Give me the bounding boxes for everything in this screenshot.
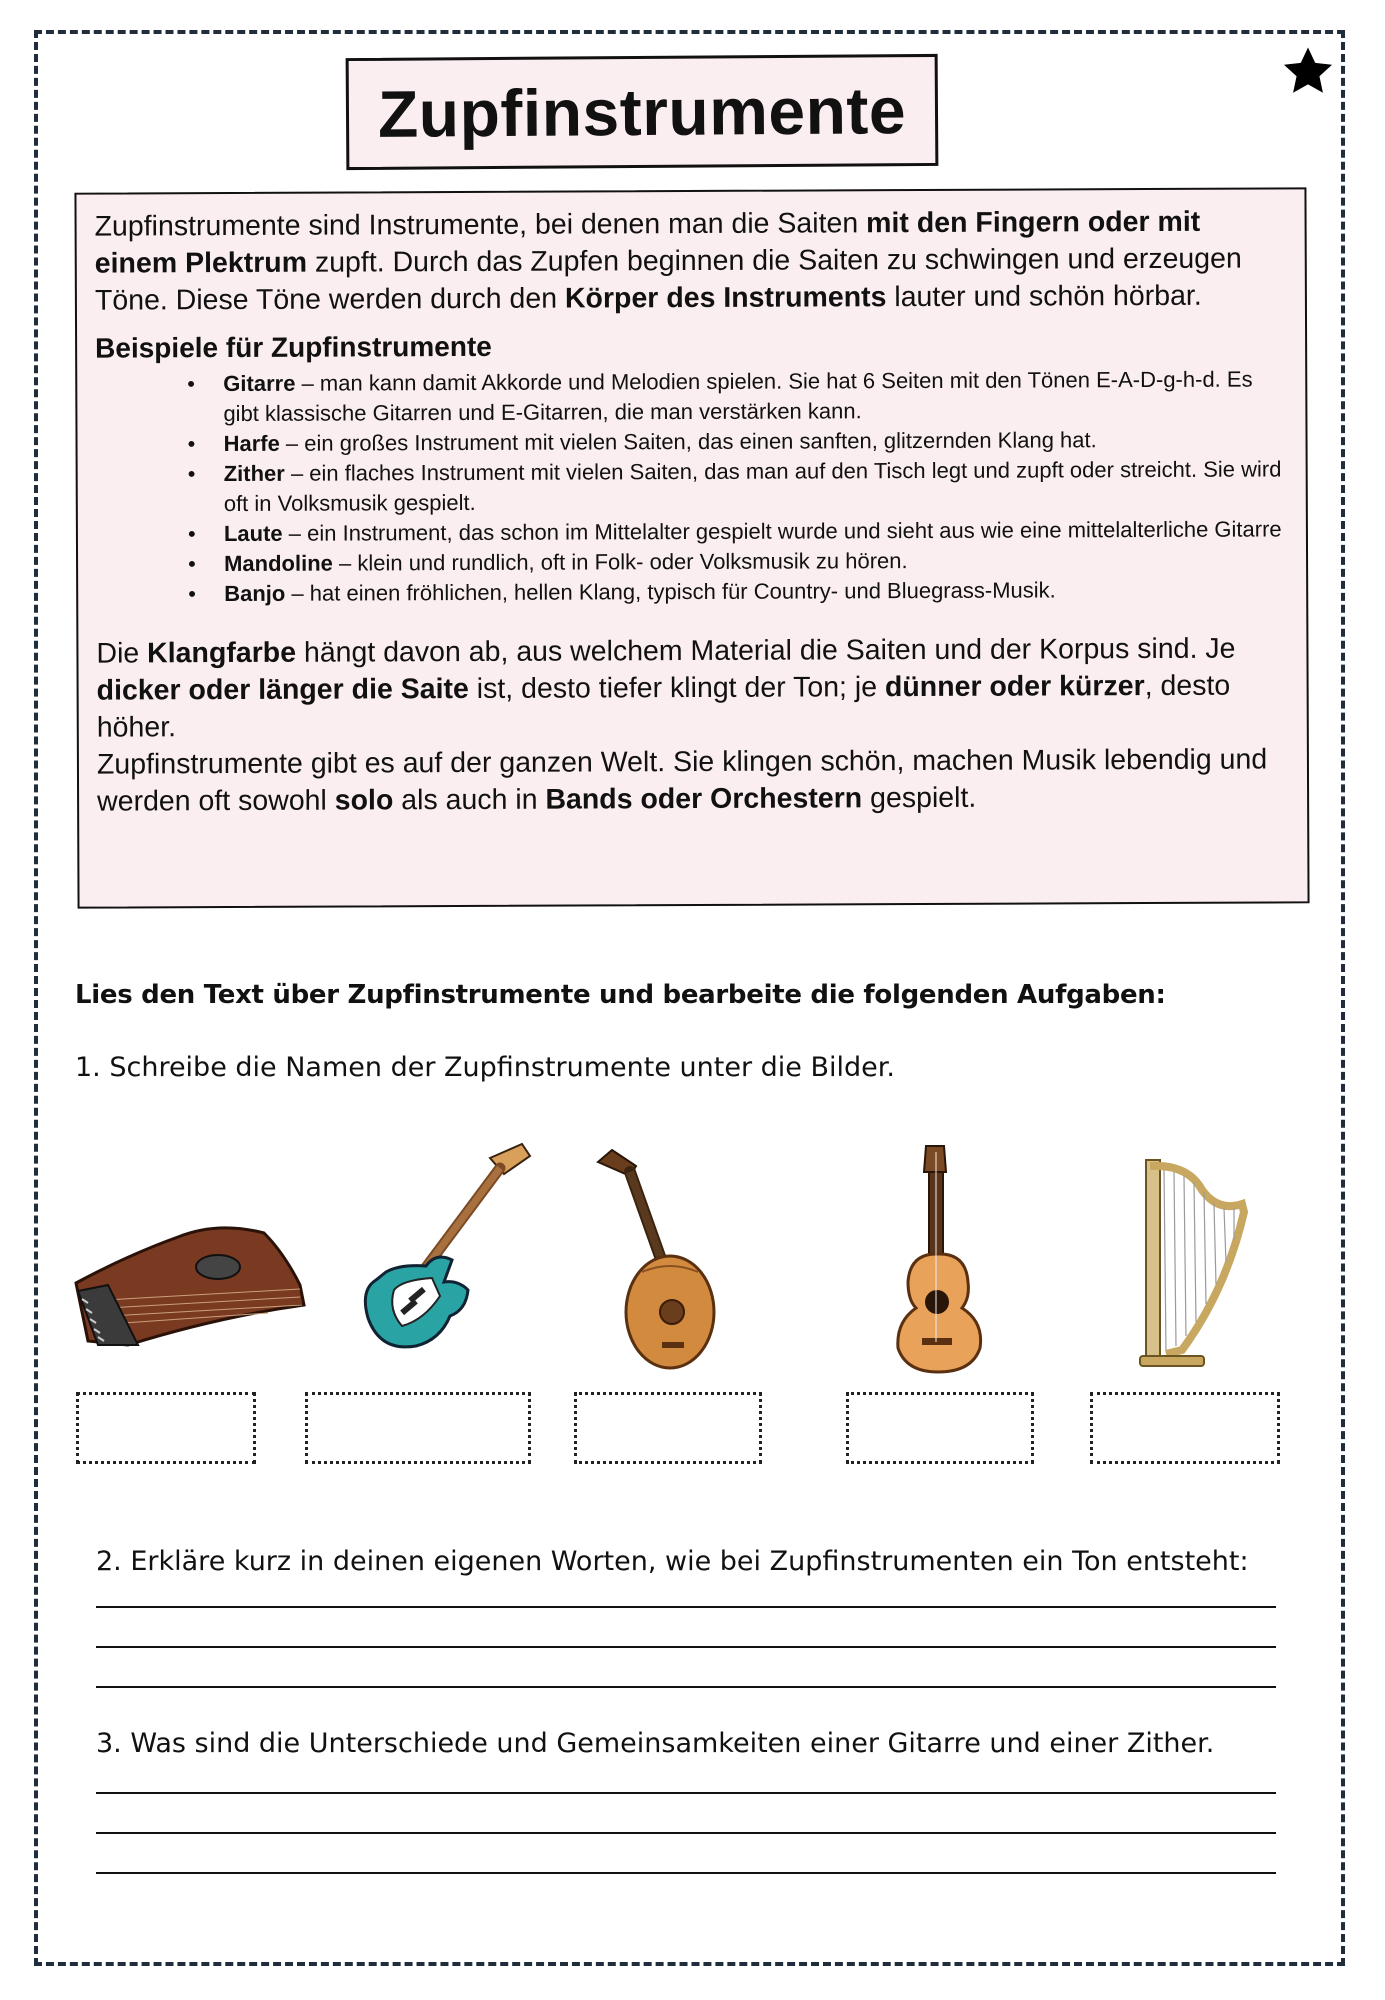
task-3-question: 3. Was sind die Unterschiede und Gemeinsamkeiten einer Gitarre und einer Zither. <box>96 1728 1215 1759</box>
lute-image <box>590 1142 730 1370</box>
world-paragraph: Zupfinstrumente gibt es auf der ganzen Welt. Sie klingen schön, machen Musik lebendig und werden oft sowohl solo als auch in Bands oder Orchestern gespielt. <box>96 743 1268 818</box>
list-item: • Banjo – hat einen fröhlichen, hellen Klang, typisch für Country- und Bluegrass-Musik. <box>188 574 1288 609</box>
answer-box-4[interactable] <box>846 1392 1034 1464</box>
answer-line[interactable] <box>96 1686 1276 1688</box>
answer-line[interactable] <box>96 1872 1276 1874</box>
answer-box-3[interactable] <box>574 1392 762 1464</box>
answer-line[interactable] <box>96 1792 1276 1794</box>
answer-box-5[interactable] <box>1090 1392 1280 1464</box>
list-item: • Mandoline – klein und rundlich, oft in Folk- oder Volksmusik zu hören. <box>188 544 1288 579</box>
list-item: • Zither – ein flaches Instrument mit vielen Saiten, das man auf den Tisch legt und zupft oder streicht. Sie wird oft in Volksmusik gespielt. <box>188 454 1288 519</box>
harp-image <box>1130 1150 1254 1372</box>
answer-line[interactable] <box>96 1832 1276 1834</box>
answer-box-1[interactable] <box>76 1392 256 1464</box>
page-title: Zupfinstrumente <box>377 73 907 151</box>
list-item: • Laute – ein Instrument, das schon im Mittelalter gespielt wurde und sieht aus wie eine mittelalterliche Gitarre <box>188 514 1288 549</box>
answer-box-2[interactable] <box>305 1392 531 1464</box>
examples-heading: Beispiele für Zupfinstrumente <box>95 330 492 364</box>
info-box <box>74 187 1309 908</box>
list-item: • Gitarre – man kann damit Akkorde und Melodien spielen. Sie hat 6 Seiten mit den Tönen E-A-D-g-h-d. Es gibt klassische Gitarren und E-Gitarren, die man verstärken kann. <box>187 364 1287 429</box>
answer-line[interactable] <box>96 1606 1276 1608</box>
star-icon <box>1280 44 1336 100</box>
task-2-question: 2. Erkläre kurz in deinen eigenen Worten, wie bei Zupfinstrumenten ein Ton entsteht: <box>96 1546 1249 1577</box>
zither-image <box>68 1205 314 1357</box>
intro-paragraph: Zupfinstrumente sind Instrumente, bei denen man die Saiten mit den Fingern oder mit einem Plektrum zupft. Durch das Zupfen beginnen die Saiten zu schwingen und erzeugen Töne. Diese Töne werden durch den Körper des Instruments lauter und schön hörbar. <box>94 205 1242 317</box>
timbre-paragraph: Die Klangfarbe hängt davon ab, aus welchem Material die Saiten und der Korpus sind. Je dicker oder länger die Saite ist, desto tiefer klingt der Ton; je dünner oder kürzer, desto höher. <box>96 632 1236 744</box>
answer-line[interactable] <box>96 1646 1276 1648</box>
task-1-question: 1. Schreibe die Namen der Zupfinstrumente unter die Bilder. <box>75 1052 895 1083</box>
title-box <box>346 54 939 170</box>
acoustic-guitar-image <box>886 1142 998 1374</box>
examples-list <box>95 364 1288 609</box>
electric-guitar-image <box>340 1140 536 1358</box>
list-item: • Harfe – ein großes Instrument mit vielen Saiten, das einen sanften, glitzernden Klang hat. <box>187 424 1287 459</box>
task-instruction: Lies den Text über Zupfinstrumente und bearbeite die folgenden Aufgaben: <box>75 980 1166 1010</box>
